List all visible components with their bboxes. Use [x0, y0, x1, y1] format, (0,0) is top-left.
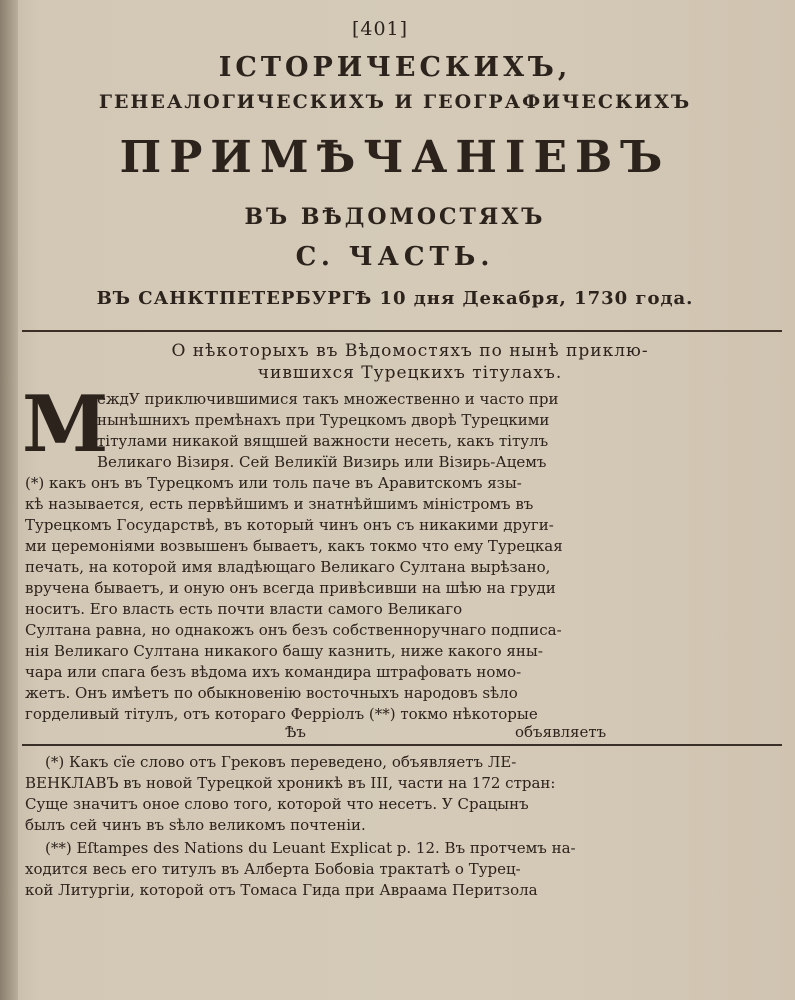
body-line: чара или спага безъ вѣдома ихъ командира штрафовать номо-: [25, 663, 522, 681]
body-line: вручена бываетъ, и оную онъ всегда привѣсивши на шѣю на груди: [25, 579, 556, 597]
body-line: (*) какъ онъ въ Турецкомъ или толь паче въ Аравитскомъ язы-: [25, 474, 522, 492]
body-line: тітулами никакой вящшей важности несеть, какъ тітулъ: [97, 432, 549, 450]
footnote-line: (**) Eſtampes des Nations du Leuant Explicat p. 12. Въ протчемъ на-: [45, 839, 576, 857]
footnote-line: ходится весь его титулъ въ Алберта Бобовіа трактатѣ о Турец-: [25, 860, 521, 878]
body-line: Турецкомъ Государствѣ, въ который чинъ онъ съ никакими други-: [25, 516, 554, 534]
body-line: кѣ называется, есть первѣйшимъ и знатнѣйшимъ міністромъ въ: [25, 495, 534, 513]
body-line: ми церемоніями возвышенъ бываетъ, какъ токмо что ему Турецкая: [25, 537, 563, 555]
footnote-line: ВЕНКЛАВЪ въ новой Турецкой хроникѣ въ III, части на 172 стран:: [25, 774, 556, 792]
article-heading-line-2: чившихся Турецкихъ тітулахъ.: [257, 363, 563, 383]
drop-cap: М: [22, 379, 109, 470]
title-line-genealogical: ГЕНЕАЛОГИЧЕСКИХЪ И ГЕОГРАФИЧЕСКИХЪ: [98, 91, 692, 113]
body-line: нія Великаго Султана никакого башу казнить, ниже какого яны-: [25, 642, 543, 660]
footnote-line: (*) Какъ сїе слово отъ Грековъ переведено, объявляетъ ЛЕ-: [45, 753, 517, 771]
title-line-notes: ПРИМѢЧАНІЕВЪ: [119, 132, 671, 183]
body-line: печать, на которой имя владѣющаго Великаго Султана вырѣзано,: [25, 558, 551, 576]
footnote-line: Суще значитъ оное слово того, которой что несетъ. У Срацынъ: [25, 795, 529, 813]
title-line-part: C. ЧАСТЬ.: [295, 242, 495, 272]
body-line: еждУ приключившимися такъ множественно и часто при: [97, 390, 559, 408]
catchword-right: объявляетъ: [515, 723, 607, 741]
body-line: Великаго Візиря. Сей Великїй Визирь или Візирь-Ацемъ: [97, 453, 547, 471]
body-line: жетъ. Онъ имѣетъ по обыкновенію восточныхъ народовъ ѕѣло: [25, 684, 518, 702]
article-heading-line-1: О нѣкоторыхъ въ Вѣдомостяхъ по нынѣ приклю-: [171, 341, 649, 361]
catchword-left: Ѣъ: [285, 723, 306, 741]
title-line-historical: ІСТОРИЧЕСКИХЪ,: [218, 52, 572, 83]
body-line: Султана равна, но однакожъ онъ безъ собственноручнаго подписа-: [25, 621, 562, 639]
divider-top: [22, 330, 782, 332]
body-line: носитъ. Его власть есть почти власти самого Великаго: [25, 600, 463, 618]
footnote-line: былъ сей чинъ въ ѕѣло великомъ почтеніи.: [25, 816, 366, 834]
body-line: нынѣшнихъ премѣнахъ при Турецкомъ дворѣ Турецкими: [97, 411, 550, 429]
divider-footnotes: [22, 744, 782, 746]
footnote-line: кой Литургіи, которой отъ Томаса Гида при Авраама Перитзола: [25, 881, 538, 899]
dateline: ВЪ САНКТПЕТЕРБУРГѢ 10 дня Декабря, 1730 года.: [96, 288, 694, 309]
page-number: [401]: [351, 18, 409, 40]
title-line-gazettes: ВЪ ВѢДОМОСТЯХЪ: [244, 204, 546, 230]
body-line: горделивый тітулъ, отъ котораго Ферріолъ (**) токмо нѣкоторые: [25, 705, 538, 723]
